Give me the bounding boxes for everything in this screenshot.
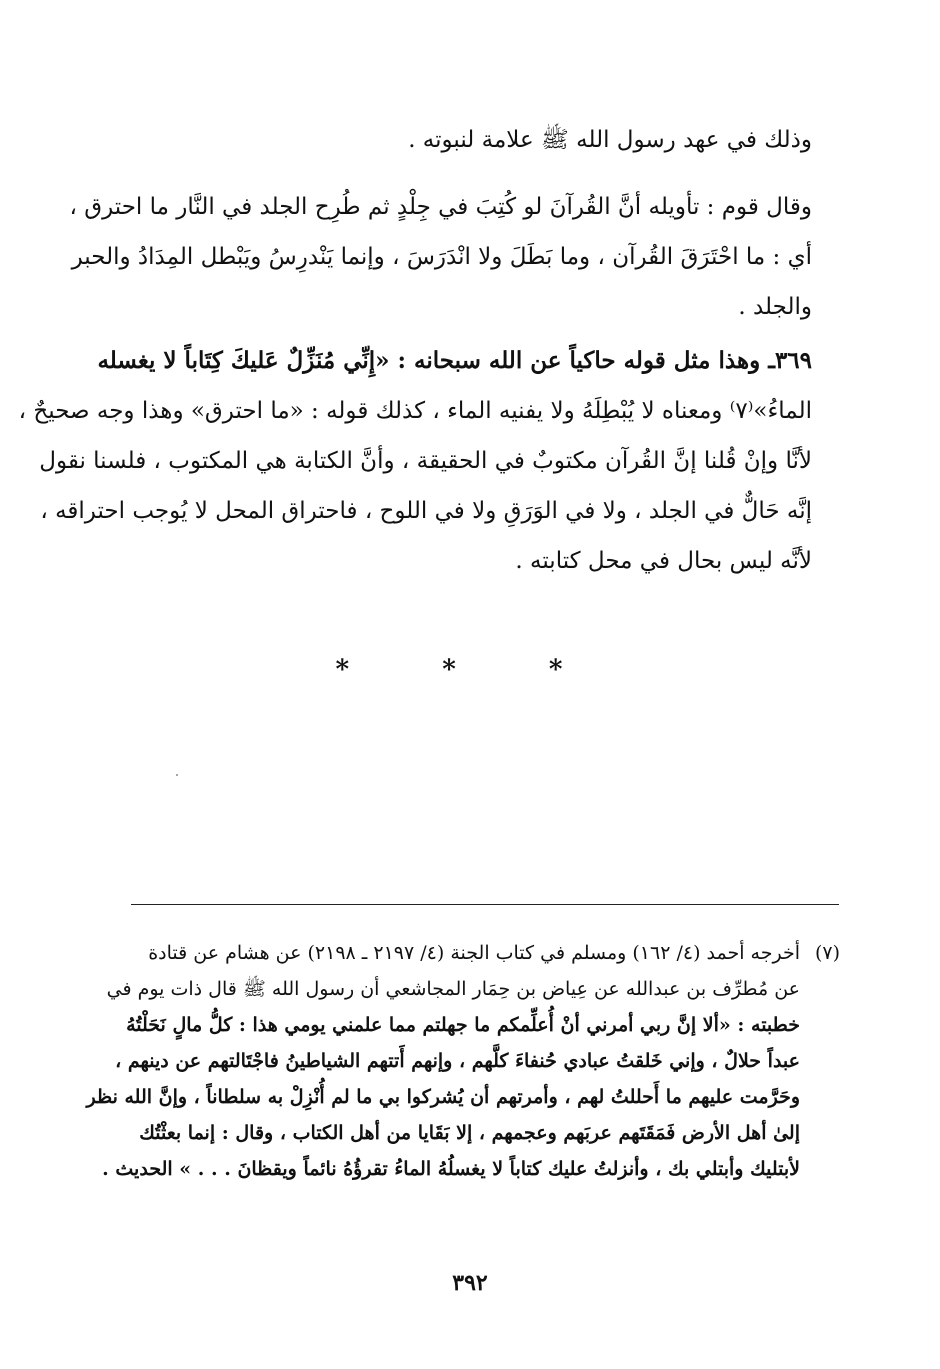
text-line: أي : ما احْتَرَقَ القُرآن ، وما بَطَلَ ولا انْدَرَسَ ، وإنما يَنْدرِسُ ويَبْطل المِدَادُ والحبر	[71, 244, 812, 270]
footnote-line: لأبتليك وأبتلي بك ، وأنزلتُ عليك كتاباً لا يغسلُهُ الماءُ تقرؤُهُ نائماً ويقظانَ . . . » الحديث .	[102, 1158, 800, 1180]
footnote-7	[86, 935, 840, 1187]
text-line: الماءُ»⁽٧⁾ ومعناه لا يُبْطِلَهُ ولا يفنيه الماء ، كذلك قوله : «ما احترق» وهذا وجه صحيحٌ ،	[18, 398, 812, 424]
footnote-body	[86, 935, 800, 1187]
text-line: إنَّه حَالٌّ في الجلد ، ولا في الوَرَقِ ولا في اللوح ، فاحتراق المحل لا يُوجب احتراقه ،	[40, 498, 812, 524]
footnote-line: عن مُطرِّف بن عبدالله عن عِياض بن حِمَار المجاشعي أن رسول الله ﷺ قال ذات يوم في	[106, 978, 800, 1000]
text-line: لأنَّا وإنْ قُلنا إنَّ القُرآن مكتوبٌ في الحقيقة ، وأنَّ الكتابة هي المكتوب ، فلسنا نقول	[39, 448, 812, 474]
text-line: ٣٦٩ـ وهذا مثل قوله حاكياً عن الله سبحانه : «إِنِّي مُنَزِّلٌ عَليكَ كِتَاباً لا يغسله	[97, 347, 812, 374]
text-line: لأنَّه ليس بحال في محل كتابته .	[515, 548, 812, 574]
text-line: وقال قوم : تأويله أنَّ القُرآنَ لو كُتِبَ في جِلْدٍ ثم طُرِح الجلد في النَّار ما احترق ،	[69, 194, 812, 220]
page-number: ٣٩٢	[452, 1270, 488, 1296]
footnote-line: عبداً حلالٌ ، وإني خَلقتُ عبادي حُنفاءَ كلَّهم ، وإنهم أَتتهم الشياطينُ فاجْتَالتهم عن دينهم ،	[115, 1050, 800, 1072]
footnote-line: أخرجه أحمد (٤/ ١٦٢) ومسلم في كتاب الجنة (٤/ ٢١٩٧ ـ ٢١٩٨) عن هشام عن قتادة	[148, 942, 800, 964]
text-line: والجلد .	[738, 294, 812, 320]
footnote-line: وحَرَّمت عليهم ما أَحللتُ لهم ، وأمرتهم أن يُشركوا بي ما لم أُنْزِلْ به سلطاناً ، وإنَّ الله نظر	[86, 1086, 800, 1108]
scan-speck	[176, 774, 178, 776]
footnote-line: إلىٰ أهل الأرض فَمَقَتَهم عربَهم وعجمهم ، إلا بَقَايا من أهل الكتاب ، وقال : إنما بعثْتُك	[139, 1122, 800, 1144]
text-line: وذلك في عهد رسول الله ﷺ علامة لنبوته .	[408, 127, 812, 153]
footnote-line: خطبته : «ألا إنَّ ربي أمرني أنْ أُعلِّمكم ما جهلتم مما علمني يومي هذا : كلُّ مالٍ نَحَلْتُهُ	[126, 1014, 800, 1036]
section-separator: * * *	[335, 655, 605, 685]
paragraph-369	[18, 336, 812, 586]
paragraph-2	[69, 182, 812, 332]
paragraph-1	[128, 115, 812, 165]
footnote-divider	[131, 904, 839, 905]
footnote-number: (٧)	[814, 942, 840, 964]
